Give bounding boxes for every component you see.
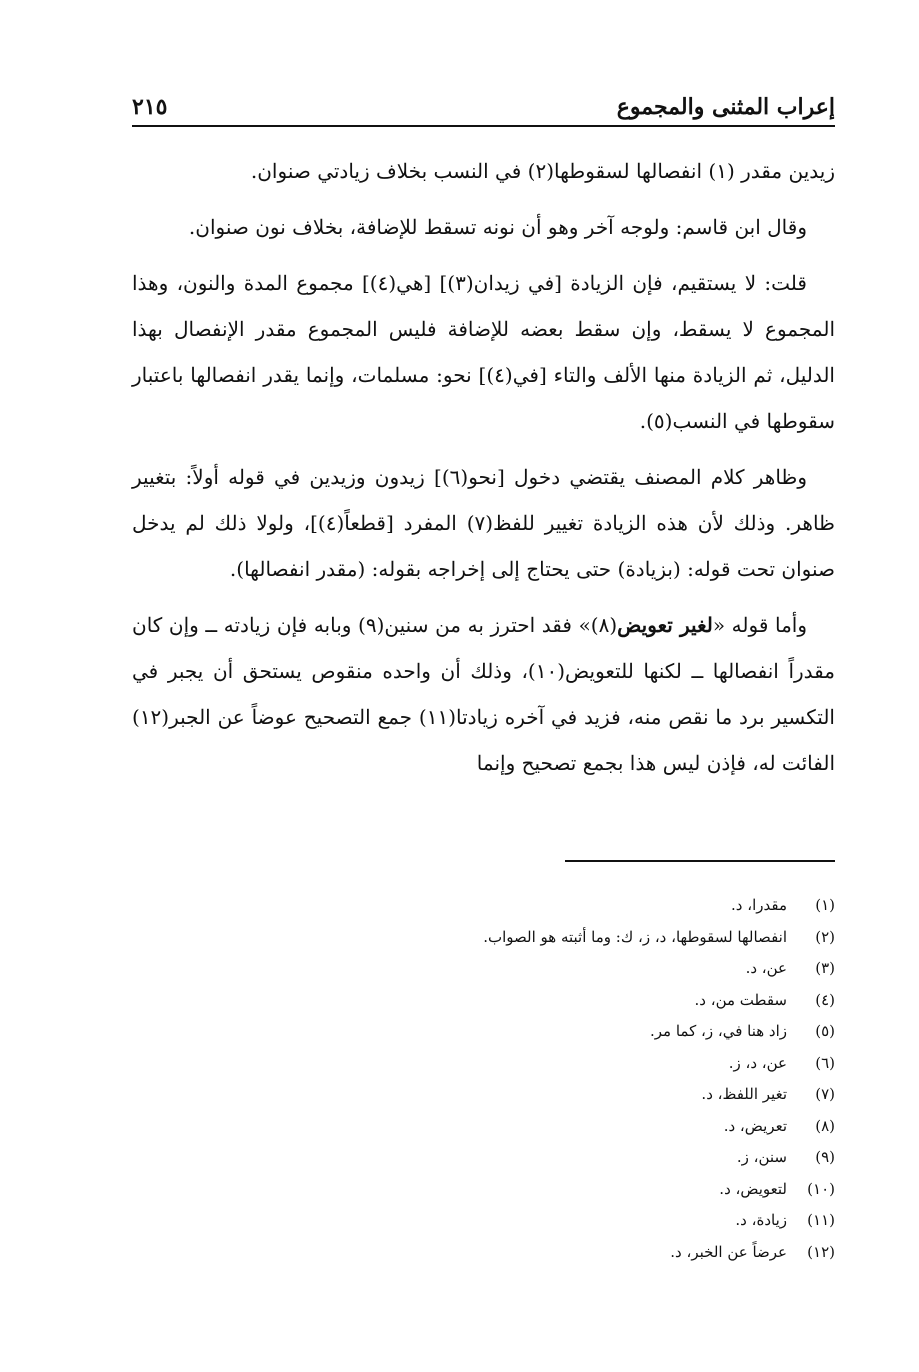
footnote-text: تعريض، د. <box>723 1116 787 1135</box>
footnotes <box>132 890 835 1268</box>
quoted-phrase: لغير تعويض <box>617 613 713 637</box>
paragraph-2: وقال ابن قاسم: ولوجه آخر وهو أن نونه تسقط للإضافة، بخلاف نون صنوان. <box>188 215 807 239</box>
footnote-text: عرضاً عن الخبر، د. <box>670 1242 787 1261</box>
footnote-number: (١١) <box>807 1211 835 1229</box>
paragraph-5-start: وأما قوله « <box>712 613 808 637</box>
footnote-text: انفصالها لسقوطها، د، ز، ك: وما أثبته هو الصواب. <box>483 927 787 946</box>
footnote-number: (٨) <box>815 1116 835 1135</box>
footnote <box>132 953 835 985</box>
page-header <box>132 90 835 124</box>
footnote-text: سنن، ز. <box>736 1148 787 1166</box>
footnote <box>132 1205 835 1237</box>
running-title: إعراب المثنى والمجموع <box>616 94 835 120</box>
footnote-number: (٩) <box>815 1148 835 1166</box>
paragraph-3: قلت: لا يستقيم، فإن الزيادة [في زيدان(٣)] [هي(٤)] مجموع المدة والنون، وهذا المجموع لا يسقط، وإن سقط بعضه للإضافة فليس المجموع مقدر الإنفصال بهذا الدليل، ثم الزيادة منها الألف والتاء [في(٤)] نحو: مسلمات، وإنما يقدر انفصالها باعتبار سقوطها في النسب(٥). <box>132 271 835 433</box>
footnote-text: تغير اللفظ، د. <box>701 1085 787 1103</box>
page-number: ٢١٥ <box>132 94 168 120</box>
footnote <box>132 922 835 954</box>
footnote-text: سقطت من، د. <box>694 990 787 1009</box>
footnote-text: زيادة، د. <box>735 1211 787 1229</box>
footnote-number: (٢) <box>815 927 835 946</box>
footnote-text: لتعويض، د. <box>719 1179 787 1198</box>
header-rule <box>132 125 835 127</box>
paragraph-4: وظاهر كلام المصنف يقتضي دخول [نحو(٦)] زيدون وزيدين في قوله أولاً: بتغيير ظاهر. وذلك لأن هذه الزيادة تغيير للفظ(٧) المفرد [قطعاً(٤)]، ولولا ذلك لم يدخل صنوان تحت قوله: (بزيادة) حتى يحتاج إلى إخراجه بقوله: (مقدر انفصالها). <box>132 465 835 581</box>
main-text <box>132 148 835 796</box>
footnote-number: (١٠) <box>807 1179 835 1198</box>
footnote-number: (٤) <box>815 990 835 1009</box>
footnote-text: عن، د، ز. <box>728 1053 787 1072</box>
footnote-number: (١) <box>815 896 835 914</box>
footnote <box>132 1016 835 1048</box>
paragraph-5-rest: (٨)» فقد احترز به من سنين(٩) وبابه فإن زيادته ــ وإن كان مقدراً انفصالها ــ لكنها للتعويض(١٠)، وذلك أن واحده منقوص يستحق أن يجبر في التكسير برد ما نقص منه، فزيد في آخره زيادتا(١١) جمع التصحيح عوضاً عن الجبر(١٢) الفائت له، فإذن ليس هذا بجمع تصحيح وإنما <box>132 613 835 775</box>
footnote-text: زاد هنا في، ز، كما مر. <box>650 1022 787 1040</box>
footnote <box>132 1079 835 1111</box>
footnote <box>132 1174 835 1206</box>
footnote <box>132 1048 835 1080</box>
paragraph-1: زيدين مقدر (١) انفصالها لسقوطها(٢) في النسب بخلاف زيادتي صنوان. <box>250 159 835 183</box>
footnote <box>132 985 835 1017</box>
footnote <box>132 1237 835 1269</box>
footnote-number: (٥) <box>815 1022 835 1040</box>
footnote-number: (٧) <box>815 1085 835 1103</box>
footnote <box>132 1111 835 1143</box>
footnote-separator <box>565 860 835 862</box>
footnote-text: عن، د. <box>745 959 787 977</box>
footnote-number: (٦) <box>815 1053 835 1072</box>
footnote-number: (١٢) <box>807 1242 835 1261</box>
footnote <box>132 1142 835 1174</box>
footnote <box>132 890 835 922</box>
paragraph-5 <box>132 602 835 786</box>
footnote-number: (٣) <box>815 959 835 977</box>
footnote-text: مقدرا، د. <box>731 896 787 914</box>
